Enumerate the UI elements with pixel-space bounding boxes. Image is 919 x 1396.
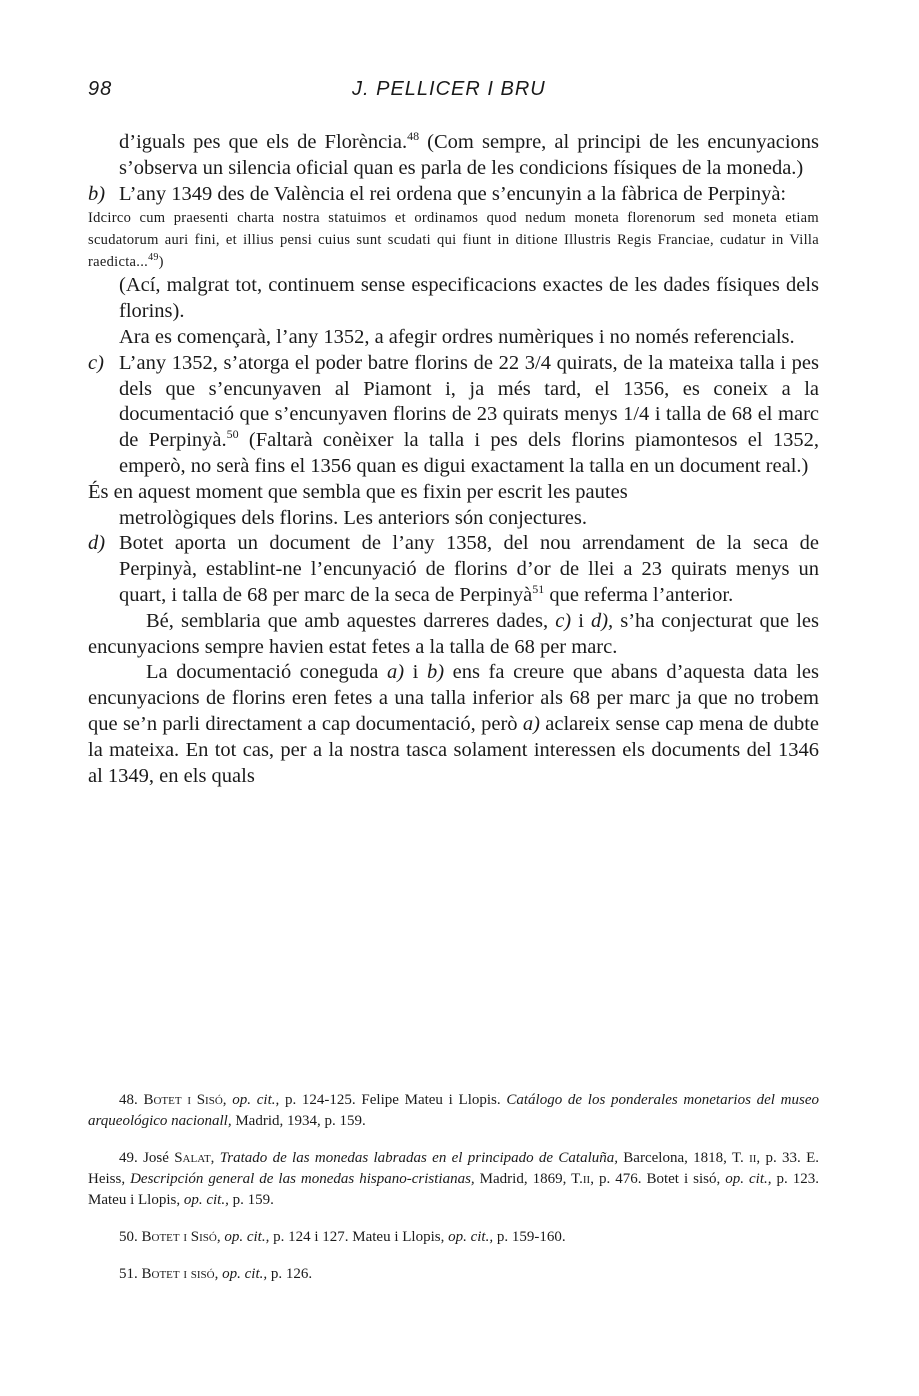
main-text bbox=[88, 130, 819, 789]
page-number: 98 bbox=[88, 78, 113, 100]
running-header bbox=[88, 78, 548, 108]
item-c: c) L’any 1352, s’atorga el poder batre florins de 22 3/4 quirats, de la mateixa talla i pes dels que s’encunyaven al Piamont i, ja més tard, el 1356, es coneix a la documentació que s’encunyaven florins de 23 quirats menys 1/4 i talla de 68 el marc de Perpinyà.$^{50}$ (Faltarà conèixer la talla i pes dels florins piamontesos el 1352, emperò, no serà fins el 1356 quan es digui exactament la talla en un document real.) bbox=[88, 351, 819, 477]
paragraph-continuation: d’iguals pes que els de Florència.$^{48}$ (Com sempre, al principi de les encunyacions s’observa un silencia oficial quan es parla de les condicions físiques de la moneda.) bbox=[119, 129, 819, 179]
footnote-48: 48. Botet i Sisó, op. cit., p. 124-125. Felipe Mateu i Llopis. Catálogo de los ponderales monetarios del museo arqueológico nacionall, Madrid, 1934, p. 159. bbox=[88, 1092, 820, 1129]
paragraph-be: Bé, semblaria que amb aquestes darreres dades, c) i d), s’ha conjecturat que les encunyacions sempre havien estat fetes a la talla de 68 per marc. bbox=[88, 609, 819, 658]
item-d: d) Botet aporta un document de l’any 1358, del nou arrendament de la seca de Perpinyà, establint-ne l’encunyació de florins d’or de llei a 23 quirats menys un quart, i talla de 68 per marc de la seca de Perpinyà$^{51}$ que referma l’anterior. bbox=[88, 532, 819, 606]
paragraph-es: És en aquest moment que sembla que es fixin per escrit les pautes bbox=[88, 480, 628, 503]
paragraph-ara: Ara es començarà, l’any 1352, a afegir ordres numèriques i no només referencials. bbox=[119, 325, 795, 348]
paragraph-es-cont: metrològiques dels florins. Les anteriors són conjectures. bbox=[119, 506, 587, 529]
footnote-49: 49. José Salat, Tratado de las monedas labradas en el principado de Cataluña, Barcelona, 1818, T. ii, p. 33. E. Heiss, Descripción general de las monedas hispano-cristianas, Madrid, 1869, T.ii, p. 476. Botet i sisó, op. cit., p. 123. Mateu i Llopis, op. cit., p. 159. bbox=[88, 1150, 820, 1208]
paragraph-documentacio: La documentació coneguda a) i b) ens fa creure que abans d’aquesta data les encunyacions de florins eren fetes a una talla inferior als 68 per marc ja que no trobem que se’n parli directament a cap documentació, però a) aclareix sense cap mena de dubte la mateixa. En tot cas, per a la nostra tasca solament interessen els documents del 1346 al 1349, en els quals bbox=[88, 661, 819, 787]
paragraph-aci: (Ací, malgrat tot, continuem sense especificacions exactes de les dades físiques dels florins). bbox=[119, 274, 819, 323]
running-head-author: J. PELLICER I BRU bbox=[352, 78, 546, 100]
latin-quotation: Idcirco cum praesenti charta nostra statuimos et ordinamos quod nedum moneta florenorum sed moneta etiam scudatorum auri fini, et illius pensi cuius sunt scudati qui fiunt in ditione Illustris Regis Franciae, cudatur in Villa raedicta...$^{49}$) bbox=[88, 210, 819, 271]
footnote-50: 50. Botet i Sisó, op. cit., p. 124 i 127. Mateu i Llopis, op. cit., p. 159-160. bbox=[119, 1229, 566, 1245]
footnotes bbox=[88, 1090, 819, 1301]
item-b: b) L’any 1349 des de València el rei ordena que s’encunyin a la fàbrica de Perpinyà: bbox=[88, 182, 787, 205]
footnote-51: 51. Botet i sisó, op. cit., p. 126. bbox=[119, 1266, 313, 1282]
